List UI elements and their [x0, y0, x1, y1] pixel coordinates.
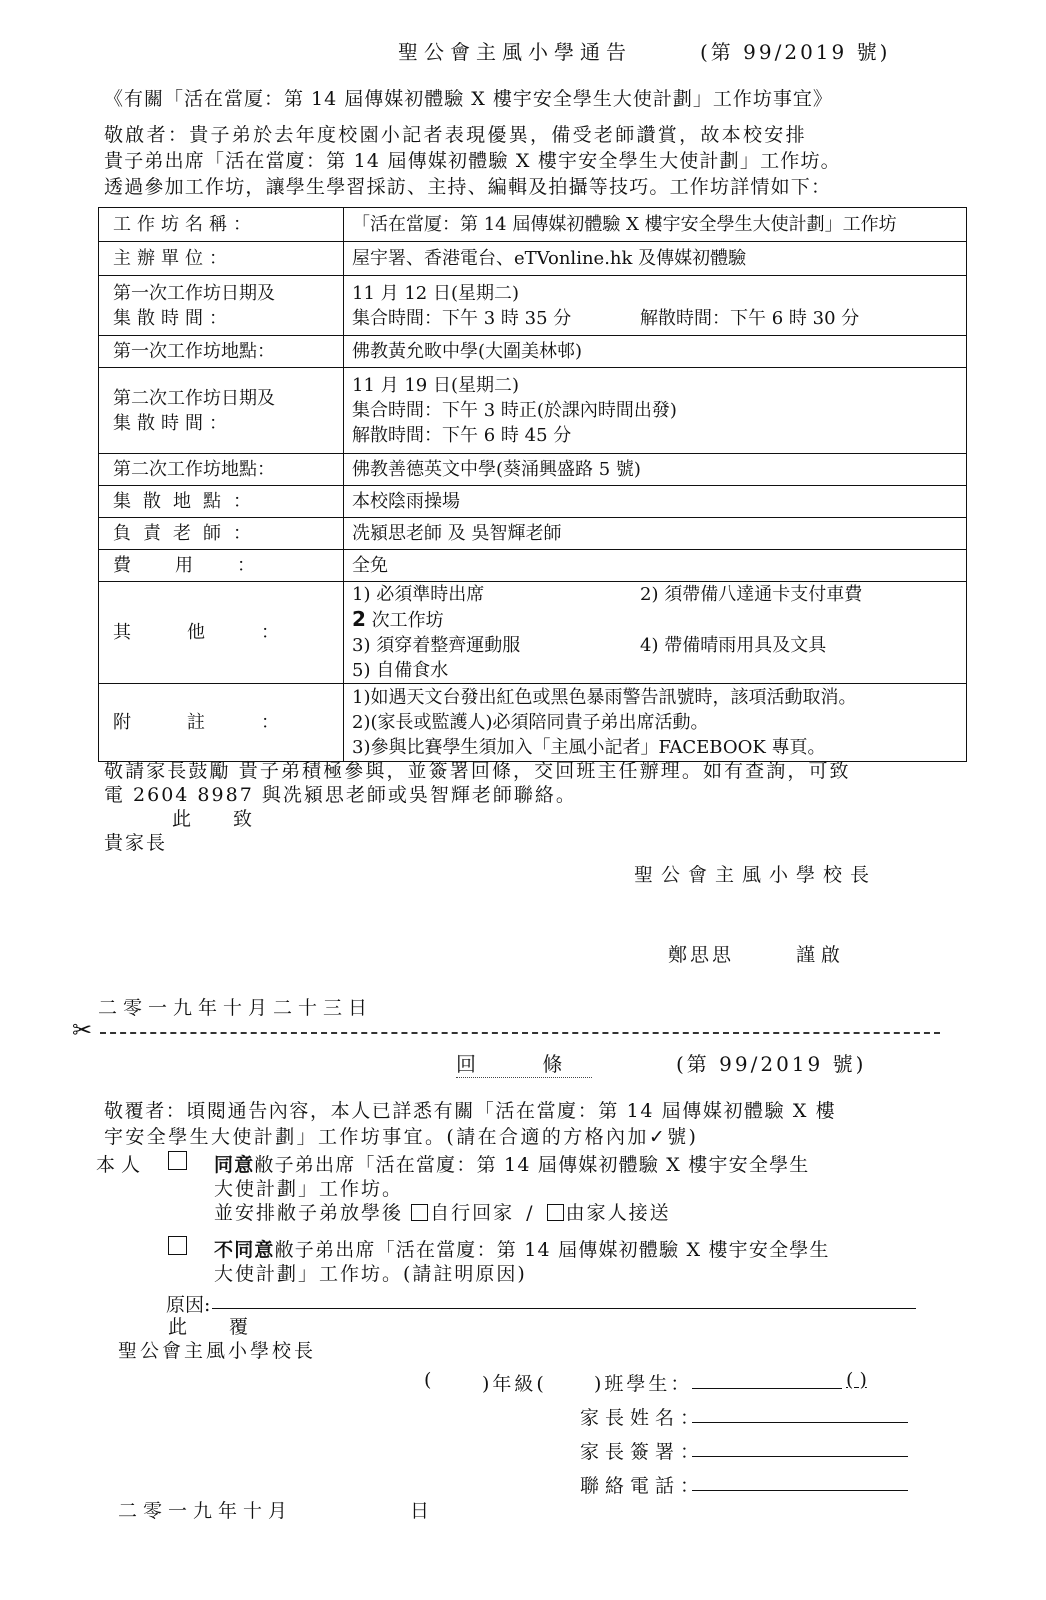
closing-line-1: 敬請家長鼓勵 貴子弟積極參與，並簽署回條，交回班主任辦理。如有查詢，可致: [104, 760, 851, 782]
reply-intro-2: 宇安全學生大使計劃」工作坊事宜。(請在合適的方格內加✓號): [104, 1126, 699, 1148]
reply-number: (第 99/2019 號): [676, 1052, 867, 1076]
notice-subject: 《有關「活在當厦：第 14 屆傳媒初體驗 X 樓宇安全學生大使計劃」工作坊事宜》: [104, 88, 833, 110]
other-item-1: 1) 必須準時出席 2 次工作坊: [352, 584, 485, 631]
phone-field[interactable]: [692, 1490, 908, 1491]
other-item-4: 4) 帶備晴雨用具及文具: [640, 635, 827, 656]
reply-principal: 聖公會主風小學校長: [118, 1340, 317, 1362]
family-pickup-label: 由家人接送: [565, 1202, 671, 1224]
other-item-2: 2) 須帶備八達通卡支付車費: [640, 584, 863, 605]
row-value-teacher: 冼潁思老師 及 吳智輝老師: [344, 518, 967, 550]
table-row: [99, 242, 967, 276]
date2-gather: 集合時間：下午 3 時正(於課內時間出發): [352, 400, 677, 421]
table-row: [99, 486, 967, 518]
grade-open-paren: (: [424, 1369, 432, 1391]
student-number-field[interactable]: ( ): [846, 1369, 867, 1391]
date1-dismiss: 解散時間：下午 6 時 30 分: [640, 307, 860, 329]
table-row: [99, 454, 967, 486]
reply-to: 此 覆: [168, 1316, 267, 1338]
parent-signature-field[interactable]: [692, 1456, 908, 1457]
closing-signatory: 鄭思思: [668, 944, 735, 966]
row-label-note: 附註：: [113, 712, 335, 733]
cut-line-divider: [100, 1032, 940, 1034]
reply-title: 回 條: [456, 1048, 592, 1078]
agree-label: 同意: [214, 1154, 255, 1176]
table-row: [99, 336, 967, 368]
note-1: 1)如遇天文台發出紅色或黑色暴雨警告訊號時，該項活動取消。: [352, 687, 857, 708]
reply-date: 二零一九年十月: [118, 1500, 294, 1522]
other-item-3: 3) 須穿着整齊運動服: [352, 635, 521, 656]
intro-line-3: 透過參加工作坊，讓學生學習採訪、主持、編輯及拍攝等技巧。工作坊詳情如下：: [104, 176, 832, 198]
closing-to-1: 此 致: [172, 808, 271, 830]
row-value-meeting: 本校陰雨操場: [344, 486, 967, 518]
closing-respect: 謹啟: [796, 944, 847, 966]
date1-date: 11 月 12 日(星期二): [352, 282, 520, 304]
date1-gather: 集合時間：下午 3 時 35 分: [352, 307, 572, 329]
parent-name-field[interactable]: [692, 1422, 908, 1423]
disagree-line-2: 大使計劃」工作坊。(請註明原因): [214, 1263, 527, 1285]
row-value-organizer: 屋宇署、香港電台、eTVonline.hk 及傳媒初體驗: [344, 242, 967, 276]
row-label-name: 工作坊名稱：: [113, 214, 257, 235]
student-name-field[interactable]: [692, 1388, 842, 1389]
other-item-5: 5) 自備食水: [352, 660, 449, 681]
disagree-checkbox[interactable]: [168, 1236, 187, 1255]
parent-sign-label: 家長簽署：: [580, 1441, 706, 1463]
scissors-icon: ✂: [72, 1016, 93, 1044]
table-row: [99, 582, 967, 684]
agree-line-1: 同意敝子弟出席「活在當廈：第 14 屆傳媒初體驗 X 樓宇安全學生: [214, 1154, 810, 1176]
notice-title: 聖公會主風小學通告: [398, 40, 632, 64]
disagree-label: 不同意: [214, 1239, 275, 1261]
date2-dismiss: 解散時間：下午 6 時 45 分: [352, 425, 572, 446]
row-label-venue2: 第二次工作坊地點：: [99, 454, 344, 486]
note-2: 2)(家長或監護人)必須陪同貴子弟出席活動。: [352, 712, 709, 733]
table-row: [99, 518, 967, 550]
row-label-organizer: 主辦單位：: [113, 248, 233, 269]
row-label-other: 其他：: [113, 622, 335, 643]
notice-date: 二零一九年十月二十三日: [98, 997, 374, 1019]
table-row: [99, 368, 967, 454]
family-pickup-checkbox[interactable]: [547, 1204, 564, 1221]
table-row: [99, 684, 967, 762]
intro-line-2: 貴子弟出席「活在當廈：第 14 屆傳媒初體驗 X 樓宇安全學生大使計劃」工作坊。: [104, 150, 841, 172]
table-row: [99, 208, 967, 242]
notice-number: (第 99/2019 號): [700, 40, 891, 64]
grade-label: )年級(: [482, 1373, 547, 1395]
reply-day: 日: [410, 1500, 430, 1522]
reason-field[interactable]: [212, 1308, 916, 1309]
date2-date: 11 月 19 日(星期二): [352, 375, 520, 396]
self-return-checkbox[interactable]: [411, 1204, 428, 1221]
parent-name-label: 家長姓名：: [580, 1407, 706, 1429]
class-label: )班學生：: [594, 1373, 693, 1395]
row-label-date2-a: 第二次工作坊日期及: [113, 387, 275, 409]
row-label-fee: 費用：: [113, 555, 299, 576]
row-value-name: 「活在當厦：第 14 屆傳媒初體驗 X 樓宇安全學生大使計劃」工作坊: [344, 208, 967, 242]
note-3: 3)參與比賽學生須加入「主風小記者」FACEBOOK 專頁。: [352, 737, 826, 758]
row-value-venue1: 佛教黃允畋中學(大圍美林邨): [344, 336, 967, 368]
closing-line-2: 電 2604 8987 與冼潁思老師或吳智輝老師聯絡。: [104, 784, 577, 806]
self-return-label: 自行回家: [430, 1202, 515, 1224]
row-label-meeting: 集散地點：: [113, 491, 263, 512]
reply-me: 本人: [96, 1154, 147, 1176]
row-label-date1-a: 第一次工作坊日期及: [113, 282, 275, 304]
row-label-date2-b: 集散時間：: [113, 412, 233, 434]
row-value-fee: 全免: [344, 550, 967, 582]
table-row: [99, 276, 967, 336]
agree-checkbox[interactable]: [168, 1151, 187, 1170]
reason-label: 原因:: [166, 1294, 211, 1316]
row-value-venue2: 佛教善德英文中學(葵涌興盛路 5 號): [344, 454, 967, 486]
table-row: [99, 550, 967, 582]
reply-intro-1: 敬覆者：頃閱通告內容，本人已詳悉有關「活在當廈：第 14 屆傳媒初體驗 X 樓: [104, 1100, 837, 1122]
intro-line-1: 敬啟者：貴子弟於去年度校園小記者表現優異，備受老師讚賞，故本校安排: [104, 124, 807, 146]
closing-principal: 聖公會主風小學校長: [634, 864, 878, 886]
phone-label: 聯絡電話：: [580, 1475, 706, 1497]
workshop-details-table: [98, 207, 967, 762]
agree-line-2: 大使計劃」工作坊。: [214, 1178, 404, 1200]
arrange-line: 並安排敝子弟放學後 自行回家 / 由家人接送: [214, 1202, 671, 1224]
row-label-venue1: 第一次工作坊地點：: [99, 336, 344, 368]
row-label-date1-b: 集散時間：: [113, 307, 233, 329]
disagree-line-1: 不同意敝子弟出席「活在當廈：第 14 屆傳媒初體驗 X 樓宇安全學生: [214, 1239, 830, 1261]
closing-to-2: 貴家長: [104, 832, 168, 854]
row-label-teacher: 負責老師：: [113, 523, 263, 544]
checkmark-icon: ✓: [648, 1126, 668, 1148]
